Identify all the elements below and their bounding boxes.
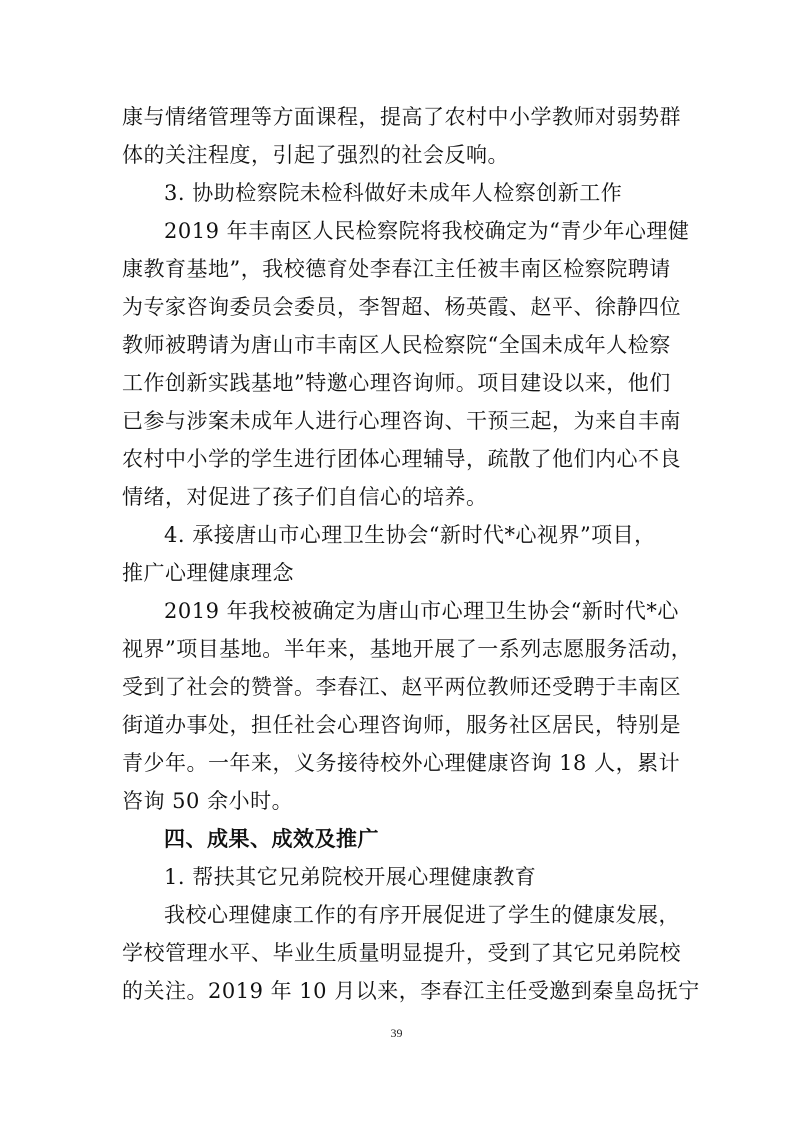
section-subheading-cont: 推广心理健康理念 (122, 561, 294, 585)
section-subheading: 1. 帮扶其它兄弟院校开展心理健康教育 (164, 865, 537, 889)
body-text-line: 咨询 50 余小时。 (122, 789, 294, 813)
body-text-line: 学校管理水平、毕业生质量明显提升，受到了其它兄弟院校 (122, 941, 681, 965)
body-text-line: 受到了社会的赞誉。李春江、赵平两位教师还受聘于丰南区 (122, 675, 681, 699)
body-text-line: 街道办事处，担任社会心理咨询师，服务社区居民，特别是 (122, 713, 681, 737)
body-text-line: 2019 年我校被确定为唐山市心理卫生协会“新时代*心 (164, 599, 679, 623)
body-text-line: 视界”项目基地。半年来，基地开展了一系列志愿服务活动， (122, 637, 693, 661)
body-text-line: 为专家咨询委员会委员，李智超、杨英霞、赵平、徐静四位 (122, 295, 681, 319)
section-heading: 四、成果、成效及推广 (164, 827, 379, 851)
body-text-line: 体的关注程度，引起了强烈的社会反响。 (122, 143, 509, 167)
body-text-line: 康与情绪管理等方面课程，提高了农村中小学教师对弱势群 (122, 105, 681, 129)
body-text-line: 教师被聘请为唐山市丰南区人民检察院“全国未成年人检察 (122, 333, 671, 357)
body-text-line: 已参与涉案未成年人进行心理咨询、干预三起，为来自丰南 (122, 409, 681, 433)
body-text-line: 2019 年丰南区人民检察院将我校确定为“青少年心理健 (164, 219, 690, 243)
section-subheading: 3. 协助检察院未检科做好未成年人检察创新工作 (164, 181, 623, 205)
body-text-line: 农村中小学的学生进行团体心理辅导，疏散了他们内心不良 (122, 447, 681, 471)
body-text-line: 青少年。一年来，义务接待校外心理健康咨询 18 人，累计 (122, 751, 681, 775)
body-text-line: 我校心理健康工作的有序开展促进了学生的健康发展， (164, 903, 680, 927)
body-text-line: 情绪，对促进了孩子们自信心的培养。 (122, 485, 488, 509)
page-number: 39 (390, 1026, 403, 1040)
body-text-line: 工作创新实践基地”特邀心理咨询师。项目建设以来，他们 (122, 371, 671, 395)
body-text-line: 康教育基地”，我校德育处李春江主任被丰南区检察院聘请 (122, 257, 671, 281)
body-text-line: 的关注。2019 年 10 月以来，李春江主任受邀到秦皇岛抚宁 (122, 979, 700, 1003)
section-subheading: 4. 承接唐山市心理卫生协会“新时代*心视界”项目， (164, 523, 656, 547)
